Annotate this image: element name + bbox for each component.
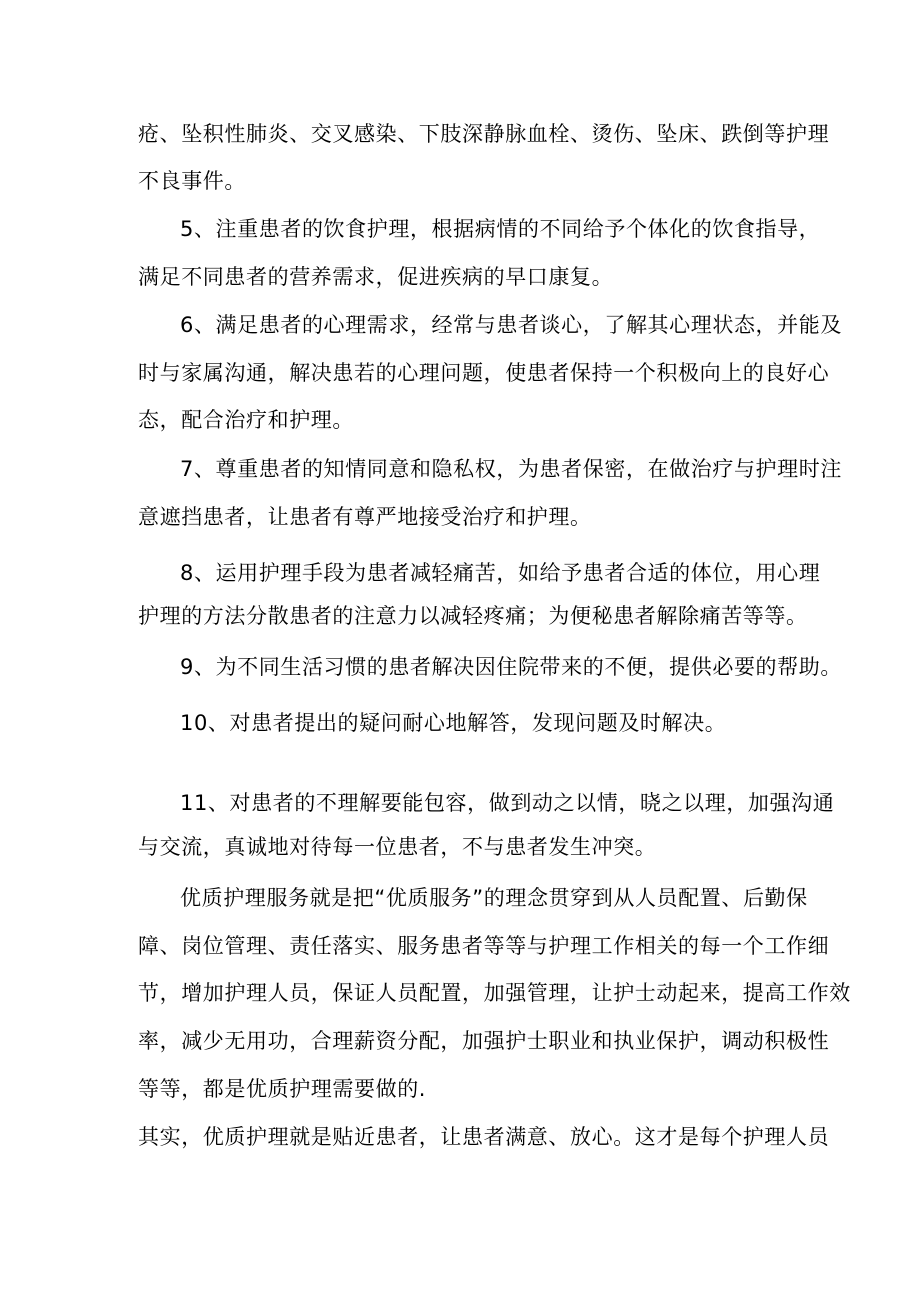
text-line: 疮、坠积性肺炎、交叉感染、下肢深静脉血栓、烫伤、坠床、跌倒等护理	[138, 122, 830, 146]
text-line: 时与家属沟通，解决患若的心理问题，使患者保持一个积极向上的良好心	[138, 361, 830, 385]
text-line: 等等，都是优质护理需要做的.	[138, 1077, 427, 1101]
text-line: 不良事件。	[138, 169, 246, 193]
text-line: 意遮挡患者，让患者有尊严地接受治疗和护理。	[138, 505, 592, 529]
text-line: 节，增加护理人员，保证人员配置，加强管理，让护士动起来，提高工作效	[138, 981, 851, 1005]
text-line: 满足不同患者的营养需求，促进疾病的早口康复。	[138, 265, 614, 289]
text-line: 护理的方法分散患者的注意力以减轻疼痛；为便秘患者解除痛苦等等。	[138, 604, 808, 628]
text-line: 障、岗位管理、责任落实、服务患者等等与护理工作相关的每一个工作细	[138, 934, 830, 958]
text-line: 与交流，真诚地对待每一位患者，不与患者发生冲突。	[138, 835, 657, 859]
paragraph-6-line: 6、满足患者的心理需求，经常与患者谈心，了解其心理状态，并能及	[180, 313, 842, 337]
paragraph-10-line: 10、对患者提出的疑问耐心地解答，发现问题及时解决。	[180, 711, 727, 735]
paragraph-5-line: 5、注重患者的饮食护理，根据病情的不同给予个体化的饮食指导，	[180, 217, 821, 241]
text-line: 率，减少无用功，合理薪资分配，加强护士职业和执业保护，调动积极性	[138, 1029, 830, 1053]
text-line: 态，配合治疗和护理。	[138, 408, 354, 432]
text-line: 其实，优质护理就是贴近患者，让患者满意、放心。这才是每个护理人员	[138, 1125, 830, 1149]
paragraph-9-line: 9、为不同生活习惯的患者解决因住院带来的不便，提供必要的帮助。	[180, 655, 842, 679]
paragraph-11-line: 11、对患者的不理解要能包容，做到动之以情，晓之以理，加强沟通	[180, 791, 835, 815]
paragraph-8-line: 8、运用护理手段为患者减轻痛苦，如给予患者合适的体位，用心理	[180, 561, 821, 585]
summary-paragraph-line: 优质护理服务就是把“优质服务”的理念贯穿到从人员配置、后勤保	[180, 886, 808, 910]
paragraph-7-line: 7、尊重患者的知情同意和隐私权，为患者保密，在做治疗与护理时注	[180, 457, 842, 481]
